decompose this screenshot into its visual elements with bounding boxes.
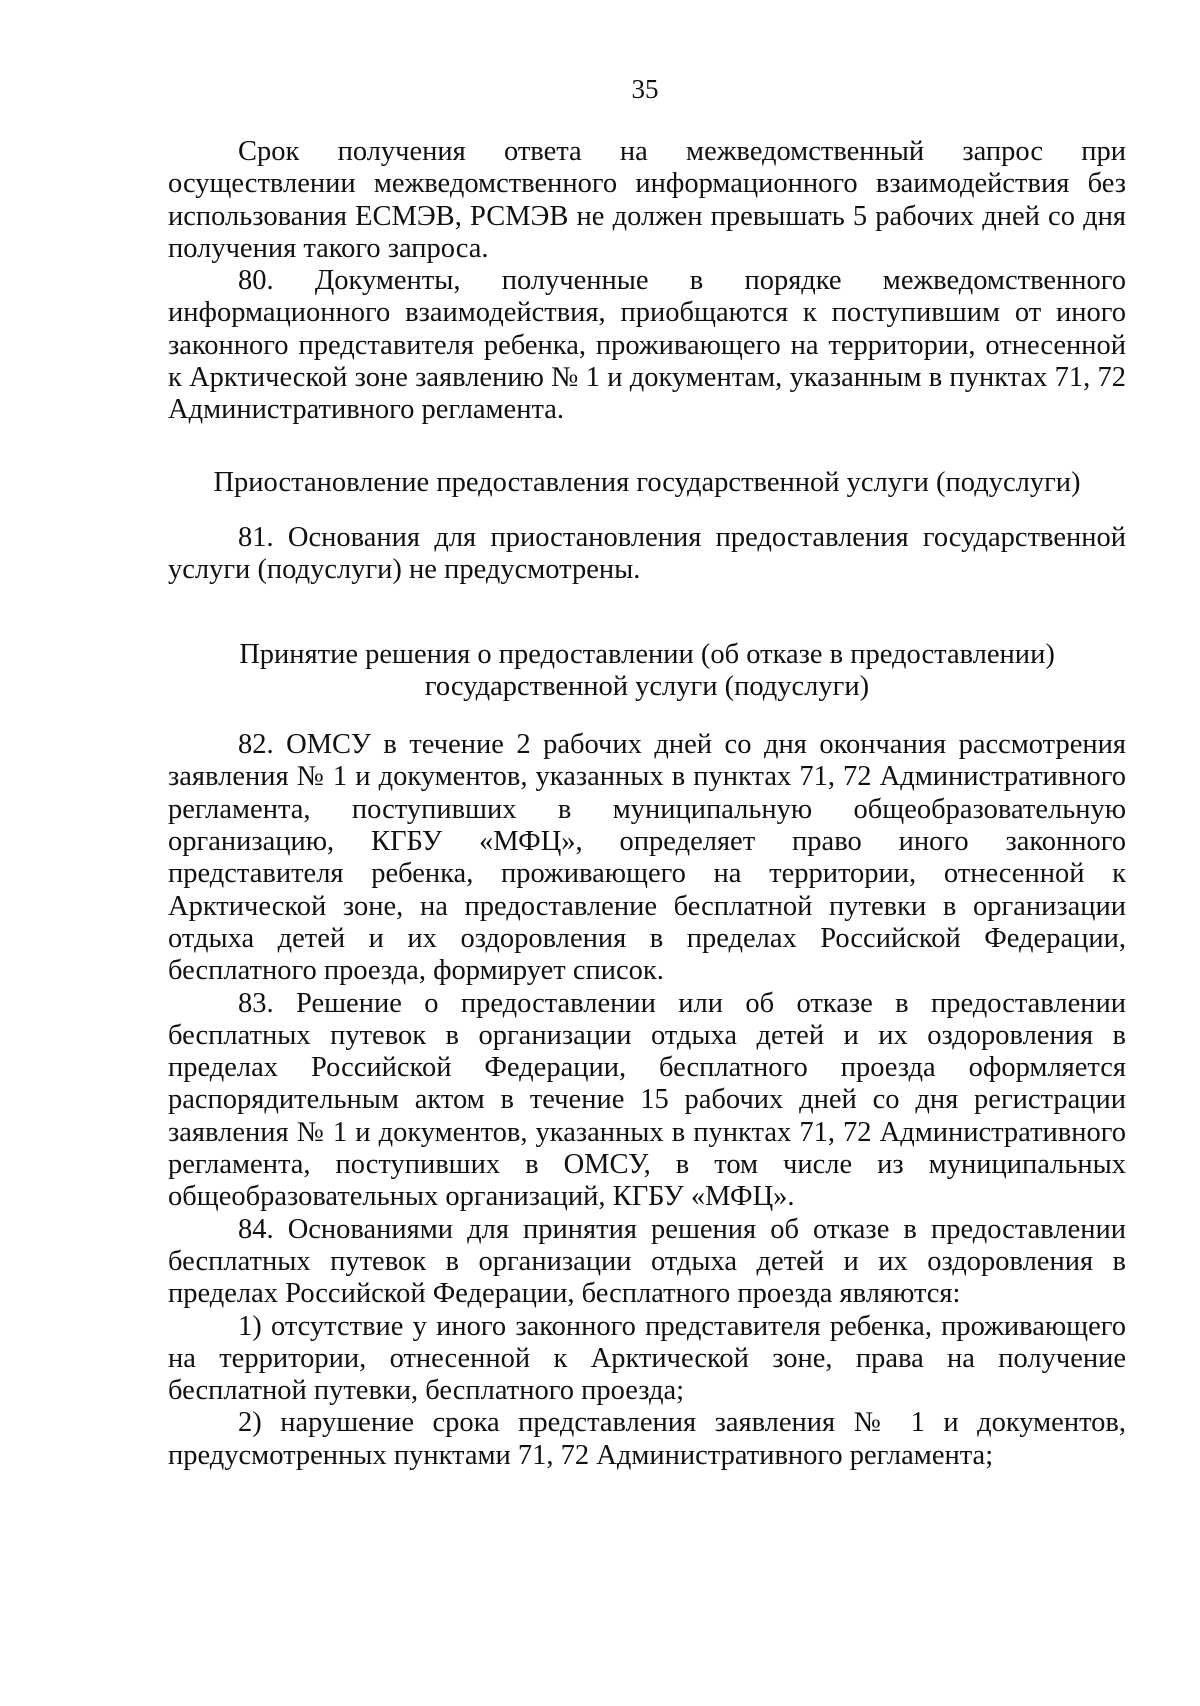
page-number: 35 [631,74,659,104]
section-heading-suspension: Приостановление предоставления государственной услуги (подуслуги) [213,466,1081,498]
paragraph-84-item-1: 1) отсутствие у иного законного представителя ребенка, проживающего на территории, отнесенной к Арктической зоне, права на получение бесплатной путевки, бесплатного проезда; [168,1310,1126,1407]
document-body [168,136,1126,1472]
paragraph-response-term: Срок получения ответа на межведомственный запрос при осуществлении межведомственного информационного взаимодействия без использования ЕСМЭВ, РСМЭВ не должен превышать 5 рабочих дней со дня получения такого запроса. [168,136,1126,264]
paragraph-82: 82. ОМСУ в течение 2 рабочих дней со дня окончания рассмотрения заявления № 1 и документов, указанных в пунктах 71, 72 Административного регламента, поступивших в муниципальную общеобразовательную организацию, КГБУ «МФЦ», определяет право иного законного представителя ребенка, проживающего на территории, отнесенной к Арктической зоне, на предоставление бесплатной путевки в организации отдыха детей и их оздоровления в пределах Российской Федерации, бесплатного проезда, формирует список. [168,729,1126,987]
paragraph-84-item-2: 2) нарушение срока представления заявления № 1 и документов, предусмотренных пунктами 71, 72 Административного регламента; [168,1407,1126,1471]
section-heading-decision [168,639,1126,704]
section-heading-decision-line-1: Принятие решения о предоставлении (об отказе в предоставлении) [239,638,1055,670]
paragraph-80: 80. Документы, полученные в порядке межведомственного информационного взаимодействия, приобщаются к поступившим от иного законного представителя ребенка, проживающего на территории, отнесенной к Арктической зоне заявлению № 1 и документам, указанным в пунктах 71, 72 Административного регламента. [168,265,1126,426]
paragraph-84: 84. Основаниями для принятия решения об отказе в предоставлении бесплатных путевок в организации отдыха детей и их оздоровления в пределах Российской Федерации, бесплатного проезда являются: [168,1213,1126,1310]
paragraph-81: 81. Основания для приостановления предоставления государственной услуги (подуслуги) не предусмотрены. [168,521,1126,586]
paragraph-83: 83. Решение о предоставлении или об отказе в предоставлении бесплатных путевок в организации отдыха детей и их оздоровления в пределах Российской Федерации, бесплатного проезда оформляется распорядительным актом в течение 15 рабочих дней со дня регистрации заявления № 1 и документов, указанных в пунктах 71, 72 Административного регламента, поступивших в ОМСУ, в том числе из муниципальных общеобразовательных организаций, КГБУ «МФЦ». [168,987,1126,1213]
section-heading-decision-line-2: государственной услуги (подуслуги) [424,670,870,702]
